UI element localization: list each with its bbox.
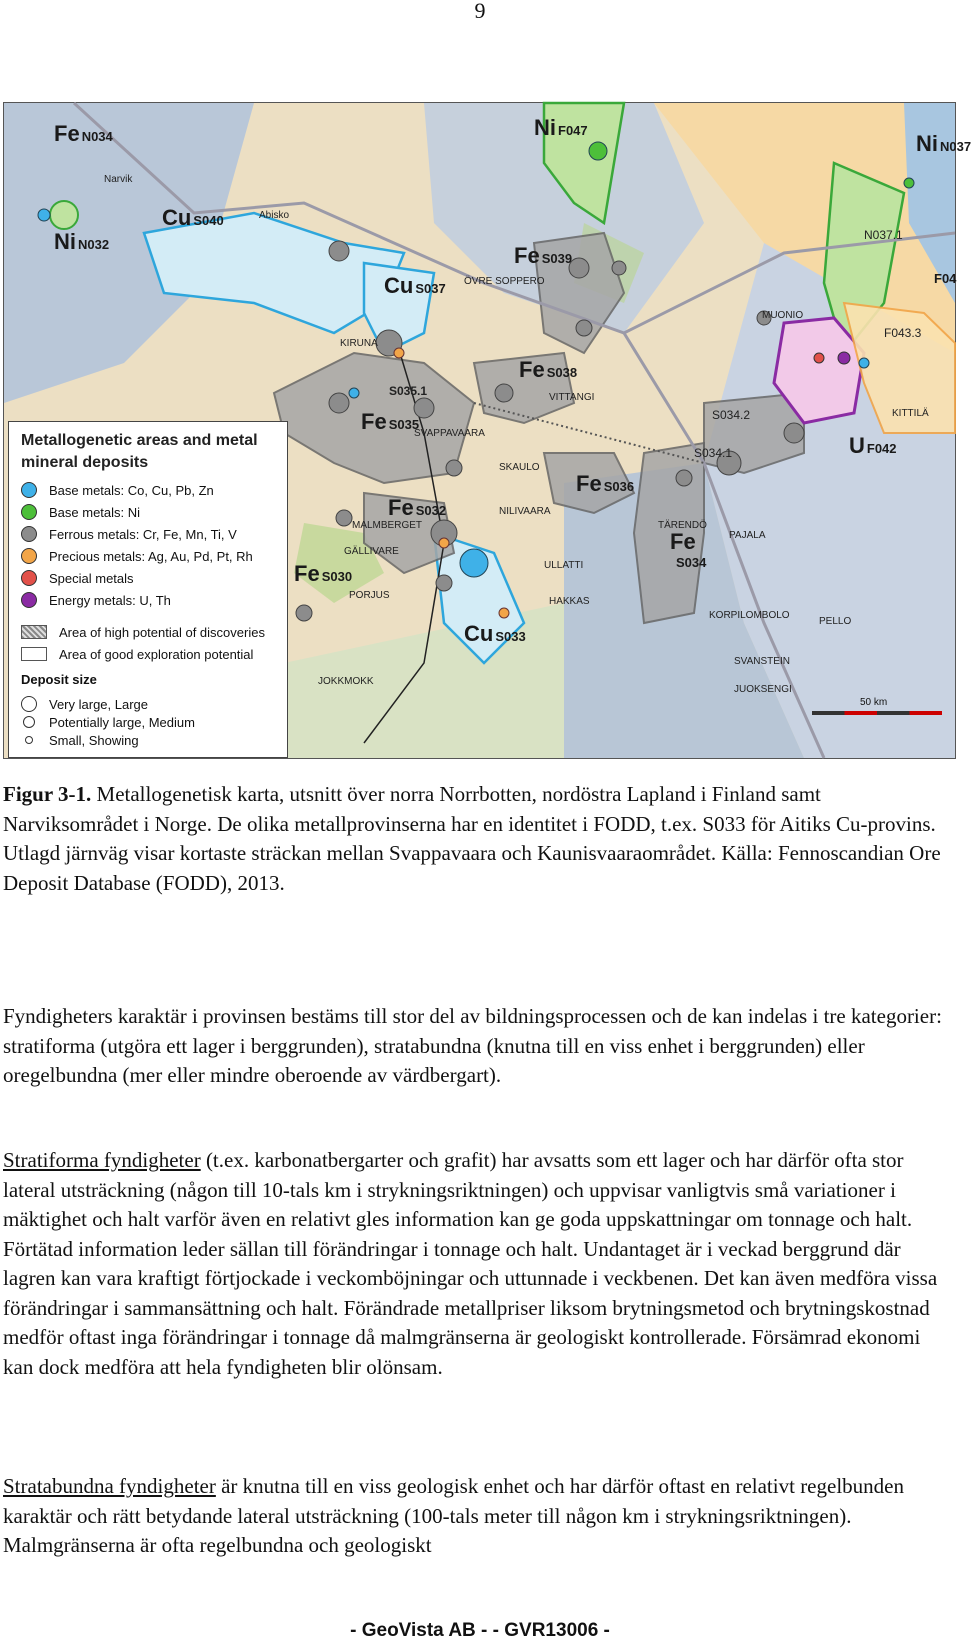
energy-dot-icon — [21, 592, 37, 608]
place-label: PAJALA — [729, 530, 766, 541]
heading-stratabound: Stratabundna fyndigheter — [3, 1474, 216, 1498]
paragraph-stratiform — [3, 1146, 948, 1382]
province-label: Fe S030 — [294, 561, 353, 586]
province-label: Ni N032 — [54, 229, 110, 254]
stratabound-body: är knutna till en viss geologisk enhet och har därför oftast en relativt regelbunden karaktär och rätt betydande lateral utsträckning (100-tals meter till någon km i strykningsriktningen). Malmgränserna är ofta regelbundna och geologiskt — [3, 1474, 904, 1557]
caption-text: Metallogenetisk karta, utsnitt över norra Norrbotten, nordöstra Lapland i Finland samt Narviksområdet i Norge. De olika metallprovinserna har en identitet i FODD, t.ex. S033 för Aitiks Cu-provins. Utlagd järnväg visar kortaste sträckan mellan Svappavaara och Kaunisvaaraområdet. Källa: Fennoscandian Ore Deposit Database (FODD), 2013. — [3, 782, 941, 895]
province-label: Ni F047 — [534, 115, 588, 140]
province-label: Fe — [670, 529, 696, 554]
place-label: VITTANGI — [549, 392, 595, 403]
province-label: Fe S035 — [361, 409, 420, 434]
scale-bar — [812, 697, 942, 719]
legend-area: Area of high potential of discoveries — [21, 622, 265, 642]
sub-code: F043.3 — [884, 326, 922, 340]
place-label: GÄLLIVARE — [344, 546, 399, 557]
province-label: Cu S033 — [464, 621, 526, 646]
place-label: JUOKSENGI — [734, 684, 792, 695]
legend-item: Base metals: Co, Cu, Pb, Zn — [21, 480, 214, 500]
province-label: Fe S039 — [514, 243, 573, 268]
place-label: NILIVAARA — [499, 506, 551, 517]
paragraph-intro: Fyndigheters karaktär i provinsen bestäms till stor del av bildningsprocessen och de kan indelas i tre kategorier: stratiforma (utgöra ett lager i berggrunden), stratabundna (knutna till en viss enhet i berggrunden) eller oregelbundna (mer eller mindre oberoende av värdbergart). — [3, 1004, 942, 1087]
province-label: Fe N034 — [54, 121, 113, 146]
legend-size: Potentially large, Medium — [21, 712, 195, 732]
medium-circle-icon — [23, 716, 35, 728]
map-legend — [8, 421, 288, 758]
legend-size: Small, Showing — [21, 730, 139, 750]
deposit-size-title: Deposit size — [21, 672, 97, 687]
place-label: KORPILOMBOLO — [709, 610, 790, 621]
province-label: Fe S032 — [388, 495, 447, 520]
legend-item: Special metals — [21, 568, 134, 588]
legend-item: Precious metals: Ag, Au, Pd, Pt, Rh — [21, 546, 253, 566]
province-label: Cu S037 — [384, 273, 446, 298]
place-label: ÖVRE SOPPERO — [464, 276, 545, 287]
stratiform-body: (t.ex. karbonatbergarter och grafit) har avsatts som ett lager och har därför ofta stor lateral utsträckning (någon till 10-tals km i strykningsriktningen) och uppvisar vanligtvis små variationer i mäktighet och halt varför även en relativt gles information kan ge goda uppskattningar om tonnage och halt. Förtätad information leder sällan till förändringar i tonnage och halt. Undantaget är i veckad berggrund där lagren kan vara kraftigt förtjockade i veckomböjningar och uttunnade i veckbenen. Det kan även medföra vissa förändringar i sammansättning och halt. Förändrade metallpriser liksom brytningsmetod och brytningskostnad medför oftast inga förändringar i tonnage då malmgränserna är geologiskt kontrollerade. Försämrad ekonomi kan dock medföra att hela fyndigheten blir olönsam. — [3, 1148, 938, 1379]
place-label: TÄRENDÖ — [658, 520, 707, 531]
place-label: SKAULO — [499, 462, 540, 473]
metallogenetic-map — [3, 102, 971, 759]
legend-item: Energy metals: U, Th — [21, 590, 171, 610]
heading-stratiform: Stratiforma fyndigheter — [3, 1148, 201, 1172]
province-label: Fe S038 — [519, 357, 578, 382]
legend-size: Very large, Large — [21, 694, 148, 714]
place-label: SVANSTEIN — [734, 656, 790, 667]
hatched-area-icon — [21, 625, 47, 639]
legend-title: Metallogenetic areas and metal mineral deposits — [21, 432, 258, 471]
legend-area: Area of good exploration potential — [21, 644, 253, 664]
place-label: Narvik — [104, 174, 133, 185]
place-label: HAKKAS — [549, 596, 590, 607]
base-metal-dot-icon — [21, 482, 37, 498]
place-label: PORJUS — [349, 590, 390, 601]
page-number: 9 — [474, 0, 486, 23]
outline-area-icon — [21, 647, 47, 661]
ferrous-dot-icon — [21, 526, 37, 542]
place-label: PELLO — [819, 616, 852, 627]
sub-code: S035.1 — [389, 384, 428, 398]
province-label: Cu S040 — [162, 205, 224, 230]
legend-item: Ferrous metals: Cr, Fe, Mn, Ti, V — [21, 524, 237, 544]
place-label: Abisko — [259, 210, 290, 221]
province-label: F04 — [934, 271, 957, 286]
province-label: S034 — [676, 555, 707, 570]
province-label: U F042 — [849, 433, 897, 458]
sub-code: S034.2 — [712, 408, 751, 422]
small-circle-icon — [25, 736, 33, 744]
large-circle-icon — [21, 696, 37, 712]
page-footer: - GeoVista AB - - GVR13006 - — [350, 1620, 610, 1641]
scale-bar-graphic — [812, 711, 942, 715]
place-label: SVAPPAVAARA — [414, 428, 485, 439]
legend-item: Base metals: Ni — [21, 502, 140, 522]
province-label: Fe S036 — [576, 471, 635, 496]
sub-code: N037.1 — [864, 228, 903, 242]
nickel-dot-icon — [21, 504, 37, 520]
province-label: Ni N037 — [916, 131, 971, 156]
place-label: KIRUNA — [340, 338, 378, 349]
figure-caption — [3, 780, 948, 898]
place-label: KITTILÄ — [892, 408, 929, 419]
special-dot-icon — [21, 570, 37, 586]
place-label: MUONIO — [762, 310, 804, 321]
scale-label: 50 km — [860, 697, 888, 708]
paragraph-stratabound — [3, 1472, 948, 1561]
sub-code: S034.1 — [694, 446, 733, 460]
caption-label: Figur 3-1. — [3, 782, 92, 806]
precious-dot-icon — [21, 548, 37, 564]
place-label: MALMBERGET — [352, 520, 423, 531]
place-label: ULLATTI — [544, 560, 584, 571]
place-label: JOKKMOKK — [318, 676, 374, 687]
